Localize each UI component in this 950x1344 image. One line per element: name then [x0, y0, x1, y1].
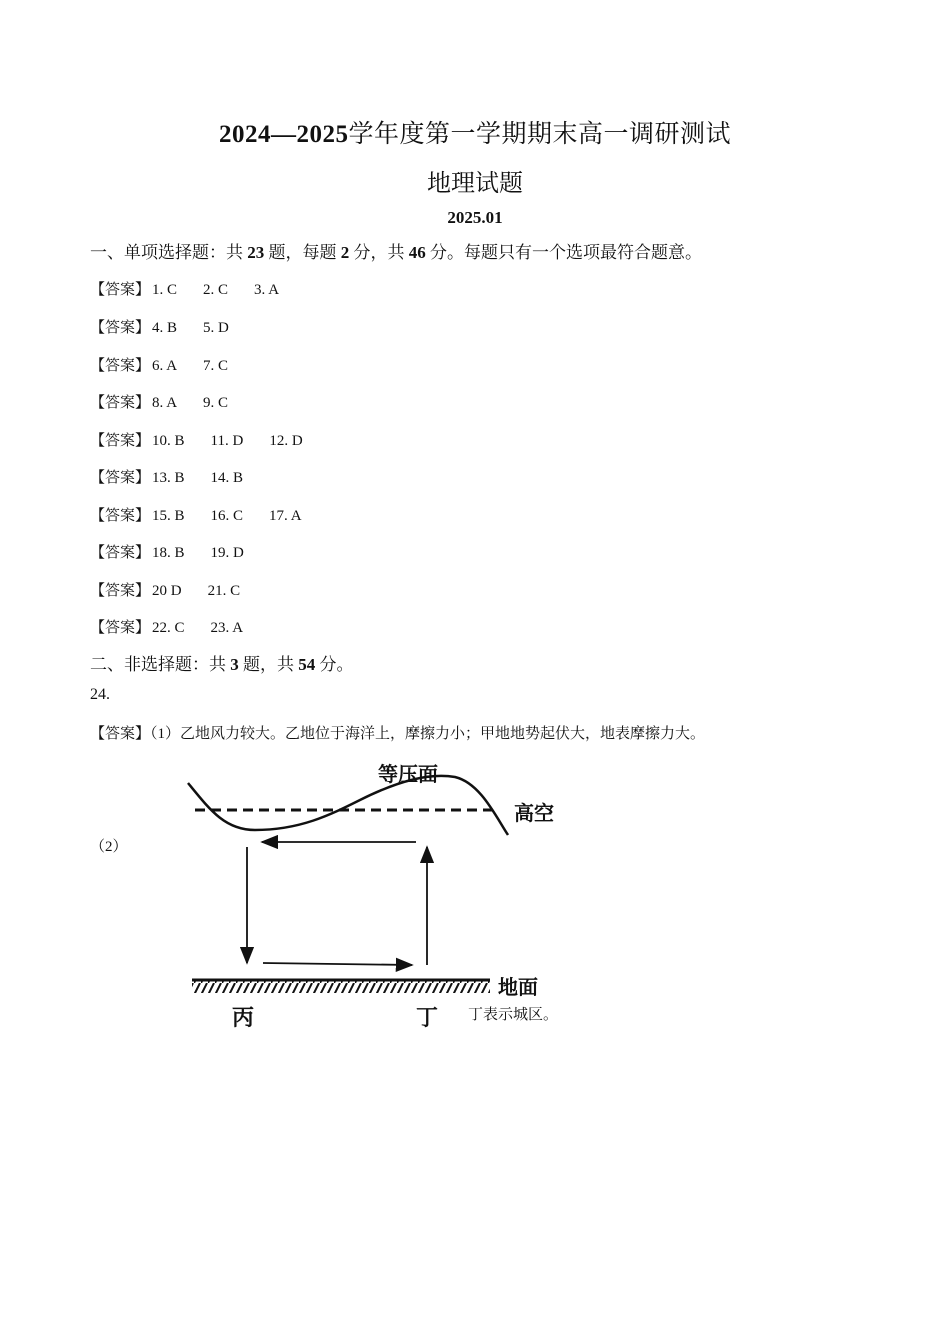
answer-label: 【答案】 — [90, 583, 151, 599]
section-1-count: 23 — [247, 243, 265, 262]
section-2-heading — [90, 650, 354, 675]
answer-row — [90, 466, 269, 487]
answer-row — [90, 316, 255, 337]
answer-label: 【答案】 — [90, 620, 151, 636]
answer-row — [90, 391, 254, 412]
ground-label: 地面 — [498, 975, 538, 999]
answer-item: 6. A — [152, 358, 178, 374]
answer-label: 【答案】 — [90, 726, 151, 742]
answer-row — [90, 504, 328, 525]
section-1-text-a: 一、单项选择题：共 — [90, 243, 248, 262]
answer-item: 2. C — [203, 282, 229, 298]
answer-item: 21. C — [207, 583, 241, 599]
document-date: 2025.01 — [447, 208, 503, 227]
answer-label: 【答案】 — [90, 282, 151, 298]
section-1-heading — [90, 238, 702, 263]
answer-item: 4. B — [152, 320, 178, 336]
isobaric-surface-curve — [188, 776, 508, 835]
answer-item: 20 D — [152, 583, 182, 599]
isobaric-surface-label: 等压面 — [378, 762, 438, 786]
question-24-number: 24. — [90, 686, 110, 703]
section-2-count: 3 — [230, 655, 239, 674]
answer-item: 16. C — [210, 508, 244, 524]
answer-1-text: （1）乙地风力较大。乙地位于海洋上，摩擦力小；甲地地势起伏大，地表摩擦力大。 — [150, 726, 706, 742]
answer-label: 【答案】 — [90, 508, 151, 524]
answer-item: 18. B — [152, 545, 185, 561]
answer-label: 【答案】 — [90, 470, 151, 486]
answer-label: 【答案】 — [90, 320, 151, 336]
answer-item: 9. C — [203, 395, 229, 411]
answer-label: 【答案】 — [90, 395, 151, 411]
section-1-text-c: 分，共 — [349, 243, 409, 262]
answer-label: 【答案】 — [90, 358, 151, 374]
document-subtitle: 地理试题 — [427, 169, 523, 197]
answer-item: 19. D — [210, 545, 244, 561]
thermal-circulation-diagram — [180, 755, 580, 1030]
question-24-part-2-label: （2） — [90, 839, 128, 855]
answer-item: 11. D — [210, 433, 244, 449]
section-1-total: 46 — [408, 243, 426, 262]
answer-item: 7. C — [203, 358, 229, 374]
section-1-text-b: 题，每题 — [264, 243, 341, 262]
answer-row — [90, 354, 254, 375]
answer-label: 【答案】 — [90, 545, 151, 561]
answer-item: 10. B — [152, 433, 185, 449]
section-1-points-each: 2 — [340, 243, 350, 262]
answer-item: 14. B — [210, 470, 244, 486]
answer-row — [90, 429, 329, 450]
answer-item: 8. A — [152, 395, 178, 411]
section-2-total: 54 — [298, 655, 316, 674]
upper-air-label: 高空 — [514, 801, 554, 825]
section-2-text-b: 题，共 — [238, 655, 299, 674]
question-24-answer-1 — [90, 722, 705, 743]
answer-label: 【答案】 — [90, 433, 151, 449]
document-title — [0, 114, 950, 150]
answer-item: 17. A — [269, 508, 302, 524]
answer-row — [90, 616, 269, 637]
answer-item: 1. C — [152, 282, 178, 298]
answer-row — [90, 278, 305, 299]
answer-item: 13. B — [152, 470, 185, 486]
diagram-caption: 丁表示城区。 — [468, 1005, 559, 1023]
title-years: 2024—2025 — [218, 121, 349, 148]
section-2-text-a: 二、非选择题：共 — [90, 655, 231, 674]
surface-flow-arrow — [263, 963, 412, 965]
point-ding-label: 丁 — [416, 1006, 439, 1031]
title-text: 学年度第一学期期末高一调研测试 — [348, 119, 731, 148]
answer-item: 22. C — [152, 620, 185, 636]
ground-hatching — [192, 981, 490, 993]
answer-row — [90, 541, 270, 562]
answer-item: 3. A — [254, 282, 280, 298]
answer-item: 23. A — [210, 620, 244, 636]
answer-item: 12. D — [269, 433, 303, 449]
answer-row — [90, 579, 266, 600]
answer-item: 5. D — [203, 320, 229, 336]
point-bing-label: 丙 — [232, 1006, 255, 1031]
answer-item: 15. B — [152, 508, 185, 524]
section-1-text-d: 分。每题只有一个选项最符合题意。 — [425, 243, 702, 262]
section-2-text-c: 分。 — [315, 655, 354, 674]
